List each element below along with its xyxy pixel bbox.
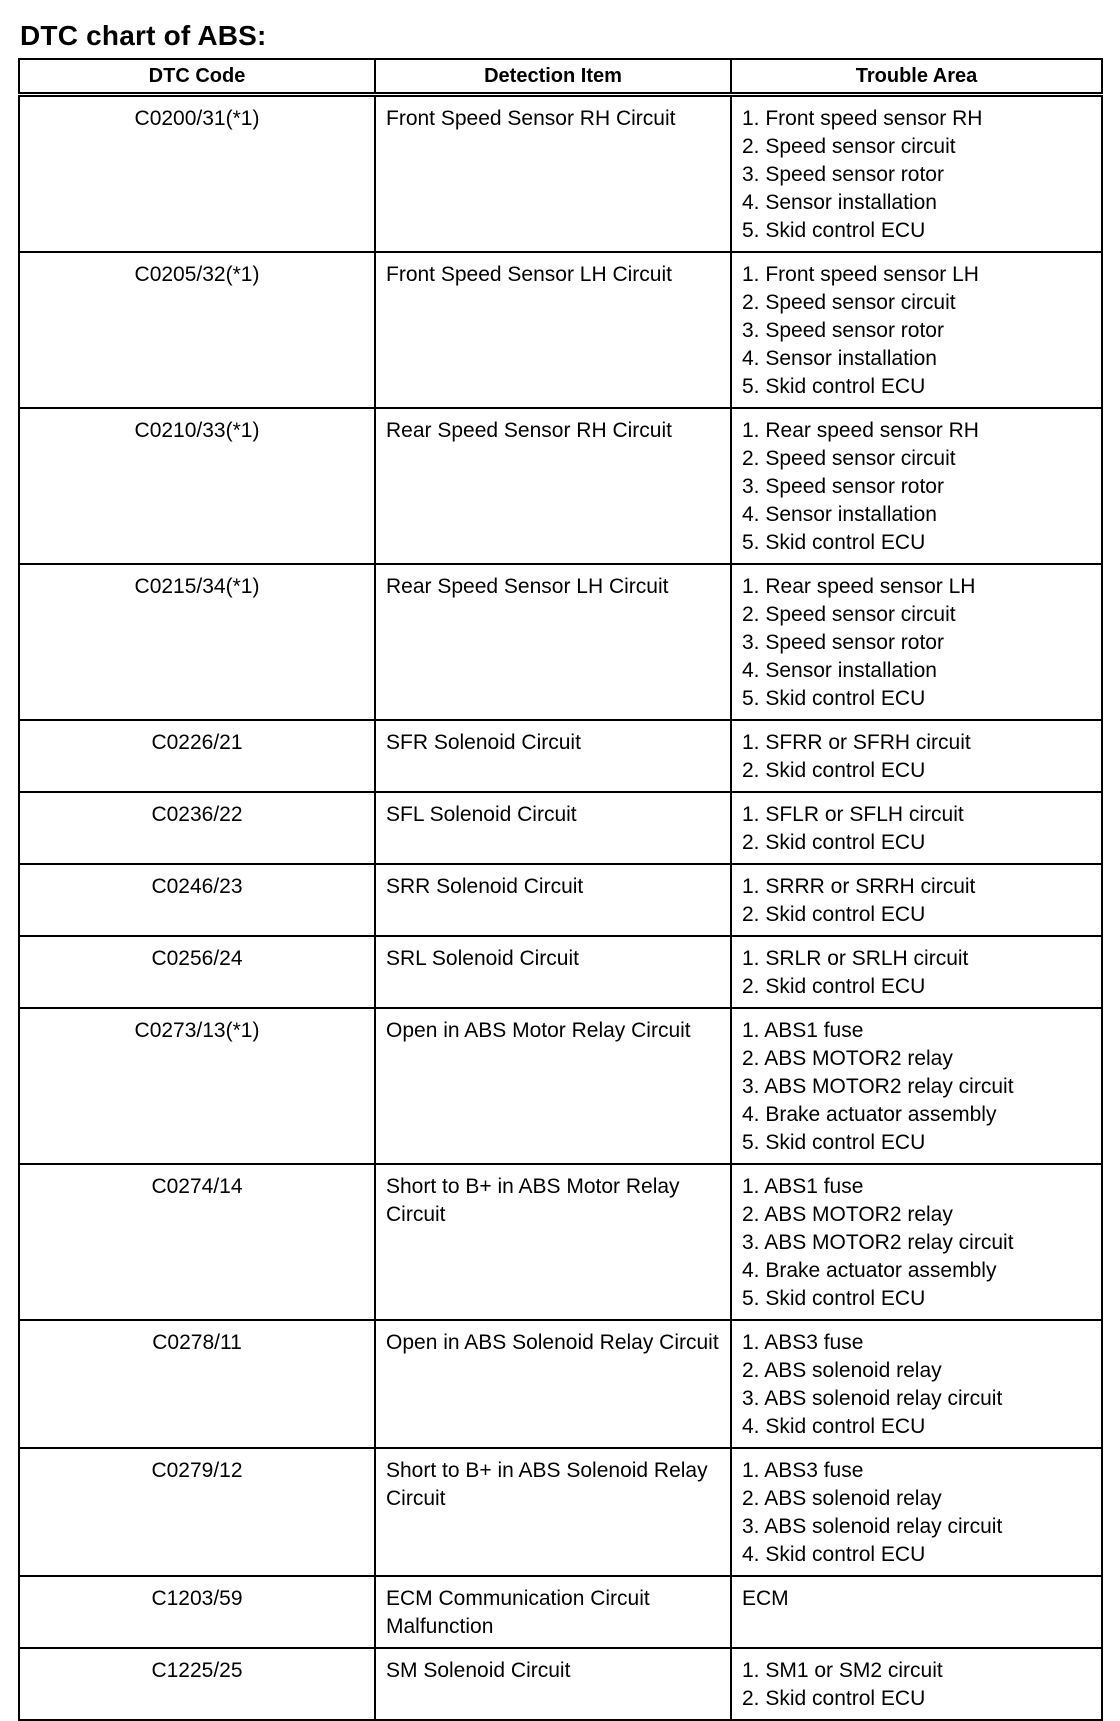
trouble-area-line: 1. Rear speed sensor RH — [742, 419, 979, 442]
trouble-area-line: 1. SRLR or SRLH circuit — [742, 947, 969, 970]
detection-item-cell: SFL Solenoid Circuit — [375, 792, 731, 864]
table-row — [19, 1448, 1102, 1576]
table-row — [19, 564, 1102, 720]
trouble-area-line: 3. ABS MOTOR2 relay circuit — [742, 1075, 1014, 1098]
detection-item-cell: Front Speed Sensor RH Circuit — [375, 95, 731, 253]
table-row — [19, 1164, 1102, 1320]
trouble-area-line: 2. Skid control ECU — [742, 831, 926, 854]
header-trouble-area: Trouble Area — [731, 59, 1102, 95]
detection-item-cell: Short to B+ in ABS Solenoid Relay Circuit — [375, 1448, 731, 1576]
detection-item-cell: Open in ABS Motor Relay Circuit — [375, 1008, 731, 1164]
trouble-area-line: 3. Speed sensor rotor — [742, 631, 944, 654]
dtc-code-cell: C1203/59 — [19, 1576, 375, 1648]
page-title: DTC chart of ABS: — [20, 20, 267, 51]
trouble-area-line: 4. Sensor installation — [742, 347, 937, 370]
trouble-area-line — [742, 1613, 1091, 1641]
trouble-area-cell — [731, 1448, 1102, 1576]
trouble-area-line: 3. ABS solenoid relay circuit — [742, 1515, 1003, 1538]
trouble-area-line: 2. Speed sensor circuit — [742, 291, 956, 314]
dtc-table — [18, 58, 1103, 1721]
trouble-area-cell — [731, 1320, 1102, 1448]
trouble-area-line: ECM — [742, 1587, 789, 1610]
trouble-area-line: 4. Sensor installation — [742, 503, 937, 526]
dtc-code-cell: C0236/22 — [19, 792, 375, 864]
table-row — [19, 864, 1102, 936]
trouble-area-line: 4. Skid control ECU — [742, 1543, 926, 1566]
trouble-area-line: 1. SFLR or SFLH circuit — [742, 803, 964, 826]
trouble-area-cell — [731, 792, 1102, 864]
trouble-area-line: 5. Skid control ECU — [742, 1131, 926, 1154]
trouble-area-cell — [731, 864, 1102, 936]
dtc-code-cell: C0278/11 — [19, 1320, 375, 1448]
trouble-area-line: 5. Skid control ECU — [742, 1287, 926, 1310]
trouble-area-line: 2. ABS MOTOR2 relay — [742, 1203, 953, 1226]
table-row — [19, 936, 1102, 1008]
trouble-area-line: 5. Skid control ECU — [742, 531, 926, 554]
table-row — [19, 720, 1102, 792]
trouble-area-line: 1. Front speed sensor LH — [742, 263, 979, 286]
trouble-area-line: 1. SRRR or SRRH circuit — [742, 875, 976, 898]
trouble-area-line: 1. SFRR or SFRH circuit — [742, 731, 971, 754]
trouble-area-cell — [731, 95, 1102, 253]
table-row — [19, 252, 1102, 408]
trouble-area-line: 4. Sensor installation — [742, 659, 937, 682]
trouble-area-line: 1. Front speed sensor RH — [742, 107, 983, 130]
table-header — [19, 59, 1102, 95]
trouble-area-line: 2. Speed sensor circuit — [742, 135, 956, 158]
detection-item-cell: SRL Solenoid Circuit — [375, 936, 731, 1008]
table-row — [19, 1320, 1102, 1448]
trouble-area-line: 1. Rear speed sensor LH — [742, 575, 976, 598]
dtc-code-cell: C0273/13(*1) — [19, 1008, 375, 1164]
trouble-area-cell — [731, 1576, 1102, 1648]
trouble-area-line: 1. ABS3 fuse — [742, 1459, 864, 1482]
trouble-area-cell — [731, 1164, 1102, 1320]
trouble-area-line: 2. ABS solenoid relay — [742, 1359, 942, 1382]
trouble-area-line: 5. Skid control ECU — [742, 375, 926, 398]
dtc-code-cell: C0205/32(*1) — [19, 252, 375, 408]
header-dtc-code: DTC Code — [19, 59, 375, 95]
trouble-area-line: 5. Skid control ECU — [742, 687, 926, 710]
dtc-code-cell: C0200/31(*1) — [19, 95, 375, 253]
dtc-code-cell: C0279/12 — [19, 1448, 375, 1576]
dtc-code-cell: C0226/21 — [19, 720, 375, 792]
trouble-area-line: 2. ABS solenoid relay — [742, 1487, 942, 1510]
detection-item-cell: Short to B+ in ABS Motor Relay Circuit — [375, 1164, 731, 1320]
trouble-area-line: 1. ABS1 fuse — [742, 1019, 864, 1042]
detection-item-cell: Front Speed Sensor LH Circuit — [375, 252, 731, 408]
detection-item-cell: Rear Speed Sensor RH Circuit — [375, 408, 731, 564]
trouble-area-line: 2. Skid control ECU — [742, 1687, 926, 1710]
table-body — [19, 95, 1102, 1721]
trouble-area-line: 4. Skid control ECU — [742, 1415, 926, 1438]
trouble-area-line: 3. Speed sensor rotor — [742, 475, 944, 498]
trouble-area-line: 1. ABS1 fuse — [742, 1175, 864, 1198]
trouble-area-line: 3. Speed sensor rotor — [742, 163, 944, 186]
header-row — [19, 59, 1102, 95]
trouble-area-cell — [731, 408, 1102, 564]
trouble-area-line: 3. ABS solenoid relay circuit — [742, 1387, 1003, 1410]
detection-item-cell: SM Solenoid Circuit — [375, 1648, 731, 1720]
trouble-area-line: 2. Speed sensor circuit — [742, 603, 956, 626]
dtc-code-cell: C0256/24 — [19, 936, 375, 1008]
header-detection-item: Detection Item — [375, 59, 731, 95]
detection-item-cell: Rear Speed Sensor LH Circuit — [375, 564, 731, 720]
dtc-code-cell: C0274/14 — [19, 1164, 375, 1320]
table-row — [19, 95, 1102, 253]
table-row — [19, 408, 1102, 564]
detection-item-cell: SRR Solenoid Circuit — [375, 864, 731, 936]
trouble-area-line: 4. Brake actuator assembly — [742, 1259, 997, 1282]
dtc-code-cell: C1225/25 — [19, 1648, 375, 1720]
trouble-area-line: 5. Skid control ECU — [742, 219, 926, 242]
trouble-area-line: 4. Brake actuator assembly — [742, 1103, 997, 1126]
table-row — [19, 1008, 1102, 1164]
trouble-area-line: 4. Sensor installation — [742, 191, 937, 214]
trouble-area-cell — [731, 1008, 1102, 1164]
trouble-area-line: 2. Skid control ECU — [742, 903, 926, 926]
table-row — [19, 1576, 1102, 1648]
detection-item-cell: Open in ABS Solenoid Relay Circuit — [375, 1320, 731, 1448]
table-row — [19, 1648, 1102, 1720]
trouble-area-line: 2. Speed sensor circuit — [742, 447, 956, 470]
trouble-area-line: 2. Skid control ECU — [742, 759, 926, 782]
trouble-area-cell — [731, 936, 1102, 1008]
detection-item-cell: ECM Communication Circuit Malfunction — [375, 1576, 731, 1648]
trouble-area-cell — [731, 1648, 1102, 1720]
trouble-area-cell — [731, 720, 1102, 792]
dtc-code-cell: C0246/23 — [19, 864, 375, 936]
trouble-area-line: 3. ABS MOTOR2 relay circuit — [742, 1231, 1014, 1254]
trouble-area-line: 1. ABS3 fuse — [742, 1331, 864, 1354]
dtc-code-cell: C0215/34(*1) — [19, 564, 375, 720]
table-row — [19, 792, 1102, 864]
trouble-area-line: 3. Speed sensor rotor — [742, 319, 944, 342]
trouble-area-line: 2. ABS MOTOR2 relay — [742, 1047, 953, 1070]
trouble-area-line: 1. SM1 or SM2 circuit — [742, 1659, 943, 1682]
trouble-area-line: 2. Skid control ECU — [742, 975, 926, 998]
trouble-area-cell — [731, 564, 1102, 720]
trouble-area-cell — [731, 252, 1102, 408]
detection-item-cell: SFR Solenoid Circuit — [375, 720, 731, 792]
dtc-code-cell: C0210/33(*1) — [19, 408, 375, 564]
